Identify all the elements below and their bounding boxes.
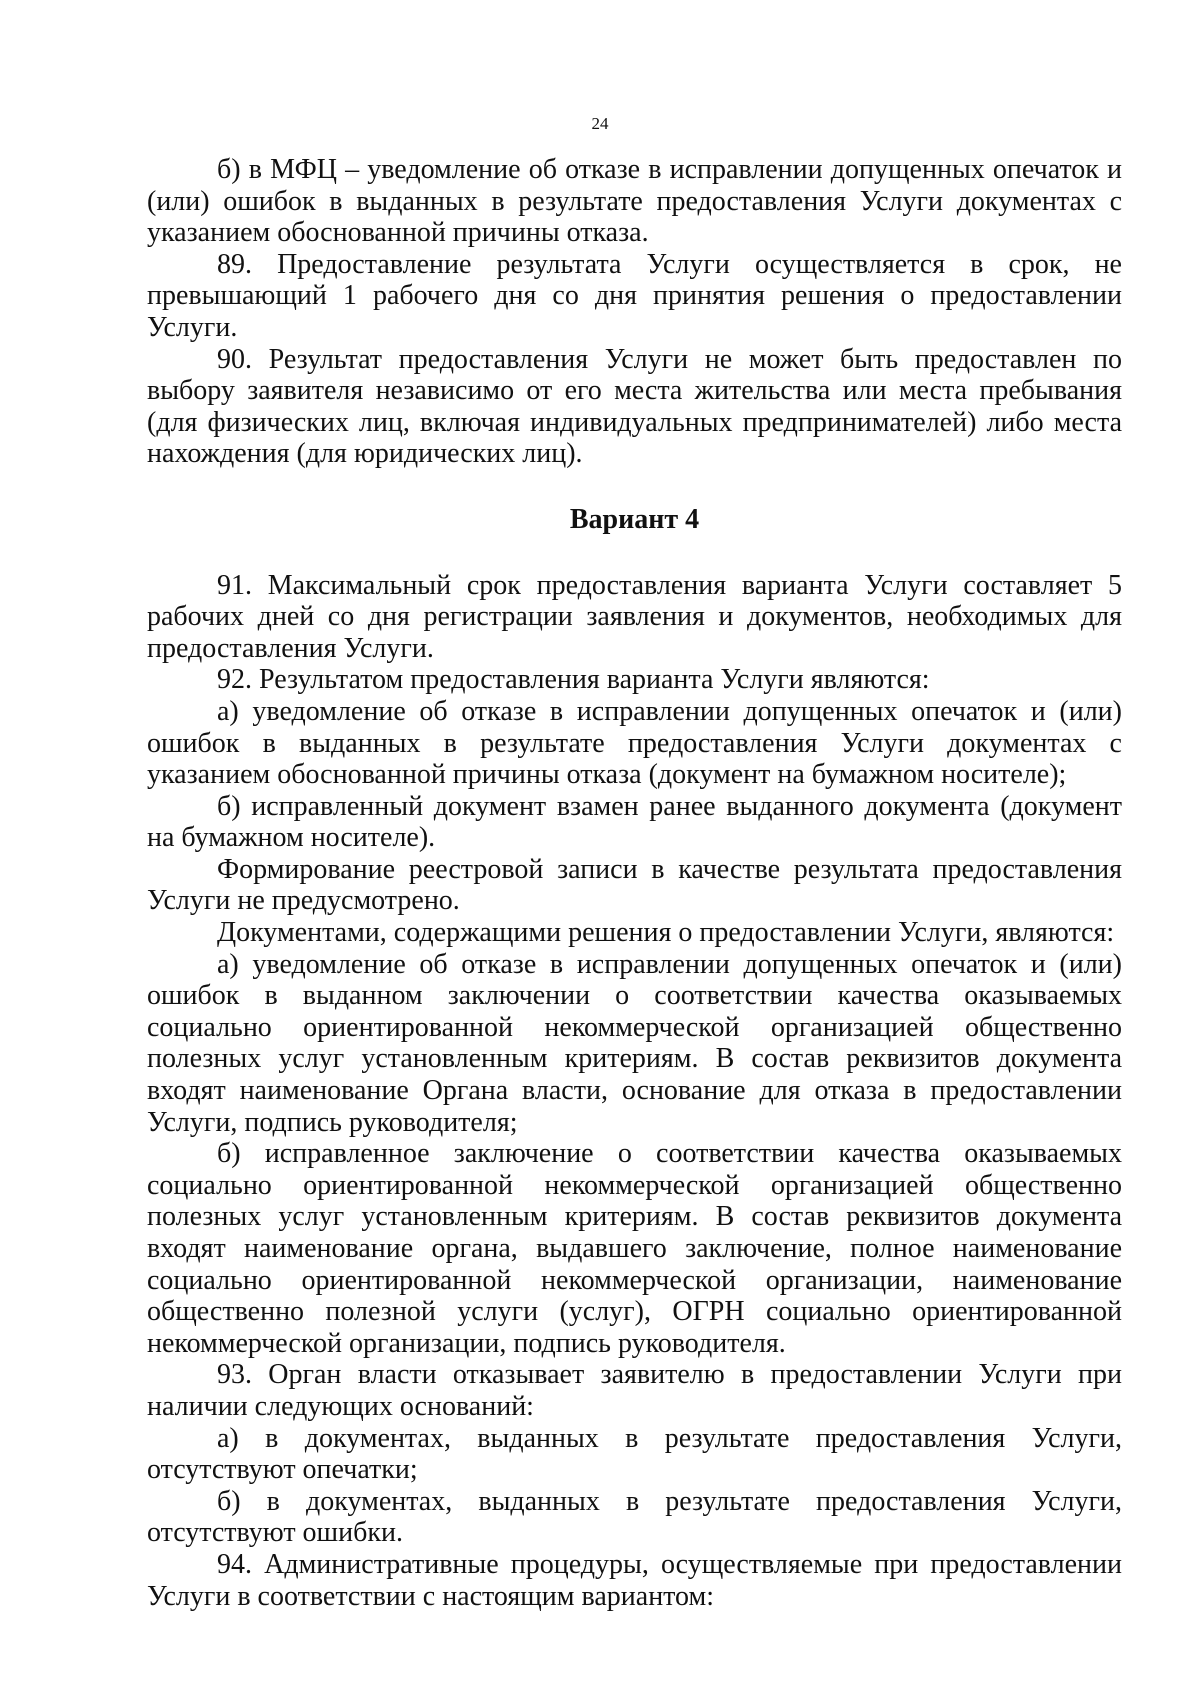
paragraph-93-b: б) в документах, выданных в результате предоставления Услуги, отсутствуют ошибки. (147, 1485, 1122, 1549)
paragraph-90: 90. Результат предоставления Услуги не может быть предоставлен по выбору заявителя независимо от его места жительства или места пребывания (для физических лиц, включая индивидуальных предпринимателей) либо места нахождения (для юридических лиц). (147, 343, 1122, 470)
paragraph-decision-documents: Документами, содержащими решения о предоставлении Услуги, являются: (217, 917, 1115, 949)
paragraph-92-b: б) исправленный документ взамен ранее выданного документа (документ на бумажном носителе). (147, 790, 1122, 854)
paragraph-92-a: а) уведомление об отказе в исправлении допущенных опечаток и (или) ошибок в выданных в результате предоставления Услуги документах с указанием обоснованной причины отказа (документ на бумажном носителе); (147, 695, 1122, 791)
paragraph-b-mfc: б) в МФЦ – уведомление об отказе в исправлении допущенных опечаток и (или) ошибок в выданных в результате предоставления Услуги документах с указанием обоснованной причины отказа. (147, 154, 1122, 249)
paragraph-89: 89. Предоставление результата Услуги осуществляется в срок, не превышающий 1 рабочего дня со дня принятия решения о предоставлении Услуги. (147, 248, 1122, 343)
paragraph-91: 91. Максимальный срок предоставления варианта Услуги составляет 5 рабочих дней со дня регистрации заявления и документов, необходимых для предоставления Услуги. (147, 569, 1122, 664)
paragraph-93-a: а) в документах, выданных в результате предоставления Услуги, отсутствуют опечатки; (147, 1422, 1122, 1486)
document-body (147, 154, 1122, 1612)
paragraph-93: 93. Орган власти отказывает заявителю в предоставлении Услуги при наличии следующих оснований: (147, 1359, 1122, 1422)
paragraph-94: 94. Административные процедуры, осуществляемые при предоставлении Услуги в соответствии с настоящим вариантом: (147, 1548, 1122, 1612)
page-number: 24 (591, 114, 609, 133)
paragraph-registry-record: Формирование реестровой записи в качестве результата предоставления Услуги не предусмотрено. (147, 853, 1122, 917)
paragraph-decision-b: б) исправленное заключение о соответствии качества оказываемых социально ориентированной некоммерческой организацией общественно полезных услуг установленным критериям. В состав реквизитов документа входят наименование органа, выдавшего заключение, полное наименование социально ориентированной некоммерческой организации, наименование общественно полезной услуги (услуг), ОГРН социально ориентированной некоммерческой организации, подпись руководителя. (147, 1138, 1122, 1359)
paragraph-decision-a: а) уведомление об отказе в исправлении допущенных опечаток и (или) ошибок в выданном заключении о соответствии качества оказываемых социально ориентированной некоммерческой организацией общественно полезных услуг установленным критериям. В состав реквизитов документа входят наименование Органа власти, основание для отказа в предоставлении Услуги, подпись руководителя; (147, 948, 1122, 1138)
section-heading: Вариант 4 (569, 503, 700, 535)
paragraph-92: 92. Результатом предоставления варианта Услуги являются: (217, 664, 930, 696)
